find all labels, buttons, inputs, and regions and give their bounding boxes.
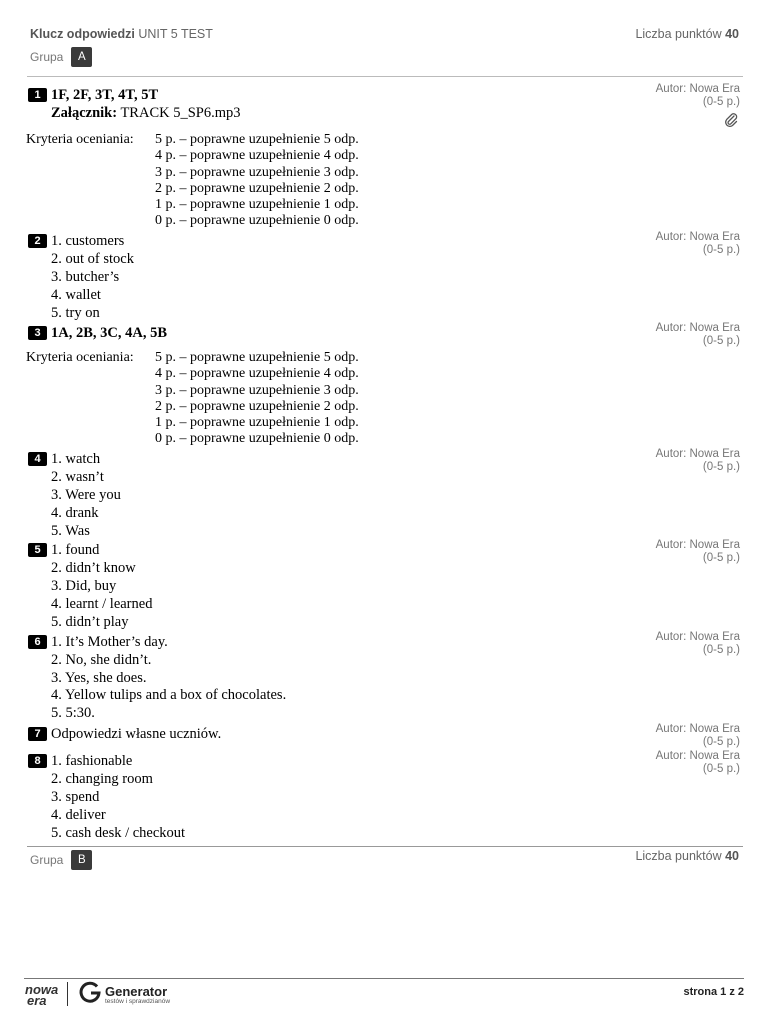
group-label: Grupa <box>30 853 64 867</box>
task-author <box>656 750 740 776</box>
answer-line: 3. spend <box>51 789 100 805</box>
criteria-row: 2 p. – poprawne uzupełnienie 2 odp. <box>155 180 359 196</box>
author-name: Autor: Nowa Era <box>655 448 740 460</box>
task-points: (0-5 p.) <box>702 644 740 656</box>
paperclip-icon[interactable] <box>724 112 738 133</box>
task-author <box>656 231 740 257</box>
generator-subtitle: testów i sprawdzianów <box>105 997 171 1005</box>
points-label: Liczba punktów <box>635 849 722 863</box>
group-label: Grupa <box>30 50 64 64</box>
answer-line: 5. cash desk / checkout <box>51 825 186 841</box>
answer-line: 5. 5:30. <box>51 705 95 721</box>
criteria-row: 2 p. – poprawne uzupełnienie 2 odp. <box>155 398 359 414</box>
criteria-row: 0 p. – poprawne uzupełnienie 0 odp. <box>155 431 359 447</box>
divider <box>27 76 743 77</box>
answer-line: 2. No, she didn’t. <box>51 652 152 668</box>
answer-line: 4. deliver <box>51 807 106 823</box>
attachment-value: TRACK 5_SP6.mp3 <box>120 105 241 121</box>
criteria-label: Kryteria oceniania: <box>26 132 134 147</box>
criteria-row: 5 p. – poprawne uzupełnienie 5 odp. <box>155 132 359 147</box>
generator-logo <box>78 980 170 1009</box>
divider <box>27 846 743 847</box>
answer-line: 5. try on <box>51 305 100 321</box>
answer-line: 1. watch <box>51 451 101 467</box>
attachment-label: Załącznik: <box>51 105 118 121</box>
answer-line: 4. Yellow tulips and a box of chocolates. <box>51 687 287 703</box>
task-author <box>656 631 740 657</box>
task-author <box>656 723 740 749</box>
criteria-row: 5 p. – poprawne uzupełnienie 5 odp. <box>155 350 359 365</box>
points-label: Liczba punktów <box>635 27 722 41</box>
title-bold: Klucz odpowiedzi <box>30 27 135 41</box>
answer-line: 3. butcher’s <box>51 269 120 285</box>
page-number: strona 1 z 2 <box>683 986 744 998</box>
answer-line: 1. It’s Mother’s day. <box>51 634 168 650</box>
answer-line: 2. wasn’t <box>51 469 104 485</box>
logo-separator <box>67 982 68 1006</box>
criteria-label: Kryteria oceniania: <box>26 350 134 365</box>
task-points: (0-5 p.) <box>702 96 740 108</box>
points-total <box>635 849 739 863</box>
points-total <box>635 27 739 41</box>
logo-nowa-top: nowa <box>25 982 59 997</box>
footer-divider <box>24 978 744 979</box>
answer-line: 2. out of stock <box>51 251 134 267</box>
task-author <box>656 448 740 474</box>
answer-line: 1. fashionable <box>51 753 133 769</box>
attachment-line <box>51 104 241 122</box>
criteria-row: 0 p. – poprawne uzupełnienie 0 odp. <box>155 213 359 229</box>
answer-line: 2. changing room <box>51 771 153 787</box>
task-number: 2 <box>28 234 47 248</box>
author-name: Autor: Nowa Era <box>655 539 740 551</box>
criteria-row: 3 p. – poprawne uzupełnienie 3 odp. <box>155 382 359 398</box>
answer-line: 2. didn’t know <box>51 560 136 576</box>
generator-title: Generator <box>105 983 168 999</box>
task-number: 7 <box>28 727 47 741</box>
points-value: 40 <box>725 27 739 41</box>
answer-line: Odpowiedzi własne uczniów. <box>51 726 222 742</box>
task-author <box>656 83 740 109</box>
criteria-row: 1 p. – poprawne uzupełnienie 1 odp. <box>155 415 359 431</box>
task-points: (0-5 p.) <box>702 736 740 748</box>
answer-line: 5. Was <box>51 523 90 539</box>
answer-line: 5. didn’t play <box>51 614 129 630</box>
logo-nowa-bottom: era <box>27 993 47 1008</box>
task-number: 4 <box>28 452 47 466</box>
document-title <box>30 27 213 41</box>
answer-line: 1F, 2F, 3T, 4T, 5T <box>51 87 159 103</box>
group-a <box>30 47 92 67</box>
task-number: 5 <box>28 543 47 557</box>
author-name: Autor: Nowa Era <box>655 83 740 95</box>
author-name: Autor: Nowa Era <box>655 231 740 243</box>
nowa-era-logo <box>25 984 58 1006</box>
criteria-row: 3 p. – poprawne uzupełnienie 3 odp. <box>155 164 359 180</box>
task-author <box>656 322 740 348</box>
criteria-row: 4 p. – poprawne uzupełnienie 4 odp. <box>155 148 359 164</box>
task-points: (0-5 p.) <box>702 335 740 347</box>
answer-line: 3. Were you <box>51 487 121 503</box>
criteria-row: 4 p. – poprawne uzupełnienie 4 odp. <box>155 366 359 382</box>
author-name: Autor: Nowa Era <box>655 750 740 762</box>
answer-line: 1A, 2B, 3C, 4A, 5B <box>51 325 168 341</box>
criteria-row: 1 p. – poprawne uzupełnienie 1 odp. <box>155 197 359 213</box>
group-b <box>30 850 92 870</box>
author-name: Autor: Nowa Era <box>655 631 740 643</box>
answer-line: 4. drank <box>51 505 99 521</box>
points-value: 40 <box>725 849 739 863</box>
task-points: (0-5 p.) <box>702 763 740 775</box>
answer-line: 1. customers <box>51 233 125 249</box>
author-name: Autor: Nowa Era <box>655 322 740 334</box>
answer-line: 3. Yes, she does. <box>51 670 147 686</box>
group-badge: A <box>71 47 92 67</box>
title-rest: UNIT 5 TEST <box>138 27 213 41</box>
author-name: Autor: Nowa Era <box>655 723 740 735</box>
task-number: 3 <box>28 326 47 340</box>
task-author <box>656 539 740 565</box>
task-number: 1 <box>28 88 47 102</box>
task-points: (0-5 p.) <box>702 552 740 564</box>
answer-line: 3. Did, buy <box>51 578 117 594</box>
group-badge: B <box>71 850 92 870</box>
task-points: (0-5 p.) <box>702 461 740 473</box>
task-number: 6 <box>28 635 47 649</box>
criteria-rows <box>155 132 359 230</box>
answer-line: 4. wallet <box>51 287 101 303</box>
criteria-rows <box>155 350 359 448</box>
generator-g-icon <box>78 980 102 1009</box>
answer-line: 4. learnt / learned <box>51 596 153 612</box>
task-number: 8 <box>28 754 47 768</box>
task-points: (0-5 p.) <box>702 244 740 256</box>
answer-line: 1. found <box>51 542 100 558</box>
